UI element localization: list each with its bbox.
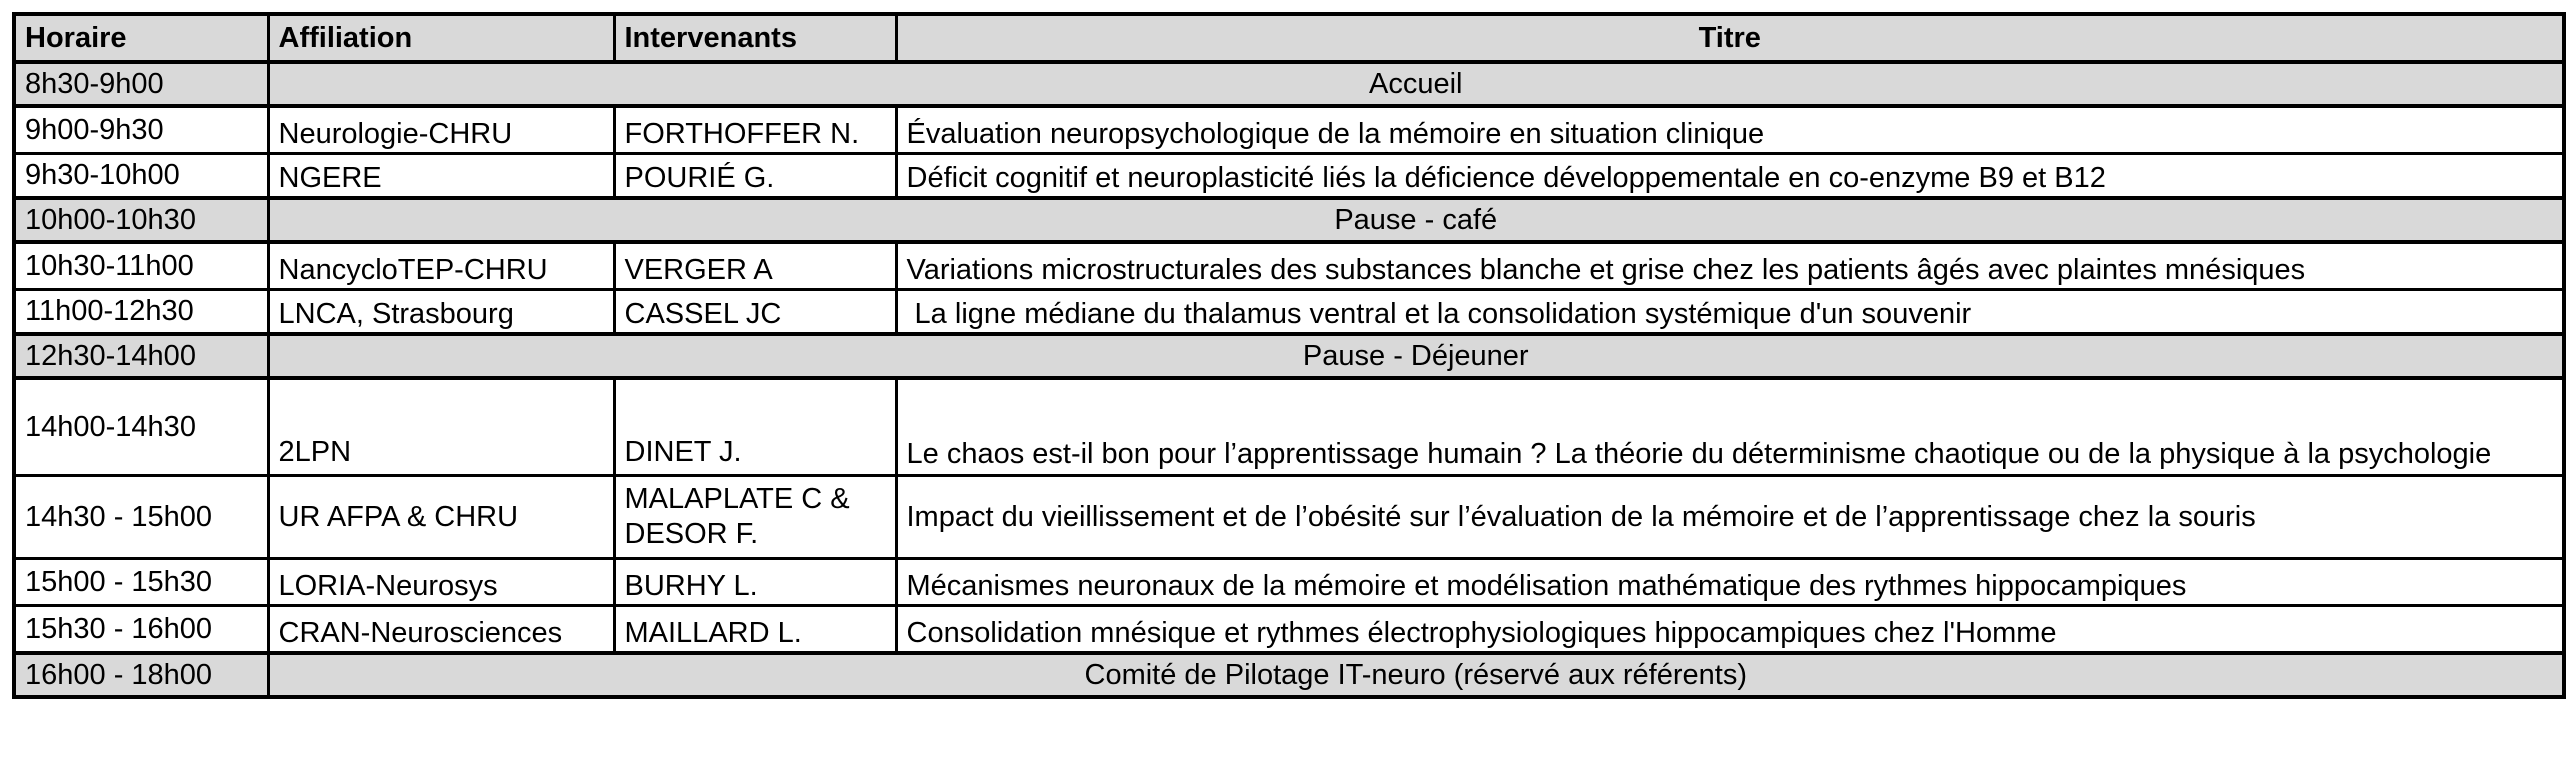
title-cell: Mécanismes neuronaux de la mémoire et modélisation mathématique des rythmes hippocampiques (896, 559, 2564, 606)
time-cell: 11h00-12h30 (14, 290, 268, 335)
speakers-cell: DINET J. (614, 378, 896, 476)
speakers-cell: BURHY L. (614, 559, 896, 606)
break-label: Pause - café (268, 198, 2564, 242)
title-cell: Consolidation mnésique et rythmes électrophysiologiques hippocampiques chez l'Homme (896, 606, 2564, 654)
affiliation-cell: LNCA, Strasbourg (268, 290, 614, 335)
time-cell: 12h30-14h00 (14, 334, 268, 378)
time-cell: 15h30 - 16h00 (14, 606, 268, 654)
time-cell: 9h00-9h30 (14, 106, 268, 154)
time-cell: 14h30 - 15h00 (14, 476, 268, 559)
break-row-lunch (14, 334, 2564, 378)
title-cell: Impact du vieillissement et de l’obésité sur l’évaluation de la mémoire et de l’apprentissage chez la souris (896, 476, 2564, 559)
table-row (14, 106, 2564, 154)
speakers-cell: VERGER A (614, 242, 896, 290)
break-label: Comité de Pilotage IT-neuro (réservé aux référents) (268, 653, 2564, 697)
speakers-cell: MALAPLATE C & DESOR F. (614, 476, 896, 559)
speakers-cell: MAILLARD L. (614, 606, 896, 654)
time-cell: 10h00-10h30 (14, 198, 268, 242)
break-row-steering-committee (14, 653, 2564, 697)
title-cell: Déficit cognitif et neuroplasticité liés la déficience développementale en co-enzyme B9 et B12 (896, 154, 2564, 199)
table-row (14, 606, 2564, 654)
affiliation-cell: NGERE (268, 154, 614, 199)
time-cell: 15h00 - 15h30 (14, 559, 268, 606)
title-cell: Variations microstructurales des substances blanche et grise chez les patients âgés avec plaintes mnésiques (896, 242, 2564, 290)
table-row (14, 242, 2564, 290)
break-row-welcome (14, 62, 2564, 106)
column-header-title: Titre (896, 14, 2564, 62)
affiliation-cell: CRAN-Neurosciences (268, 606, 614, 654)
table-row (14, 378, 2564, 476)
title-cell: Évaluation neuropsychologique de la mémoire en situation clinique (896, 106, 2564, 154)
affiliation-cell: Neurologie-CHRU (268, 106, 614, 154)
speakers-cell: FORTHOFFER N. (614, 106, 896, 154)
time-cell: 8h30-9h00 (14, 62, 268, 106)
table-body (14, 62, 2564, 697)
time-cell: 9h30-10h00 (14, 154, 268, 199)
speakers-cell: CASSEL JC (614, 290, 896, 335)
column-header-time: Horaire (14, 14, 268, 62)
table-row (14, 290, 2564, 335)
affiliation-cell: 2LPN (268, 378, 614, 476)
title-cell: Le chaos est-il bon pour l’apprentissage humain ? La théorie du déterminisme chaotique ou de la physique à la psychologie (896, 378, 2564, 476)
break-row-coffee (14, 198, 2564, 242)
table-row (14, 559, 2564, 606)
column-header-speakers: Intervenants (614, 14, 896, 62)
break-label: Accueil (268, 62, 2564, 106)
time-cell: 14h00-14h30 (14, 378, 268, 476)
time-cell: 10h30-11h00 (14, 242, 268, 290)
table-row (14, 154, 2564, 199)
header-row (14, 14, 2564, 62)
title-cell: La ligne médiane du thalamus ventral et la consolidation systémique d'un souvenir (896, 290, 2564, 335)
time-cell: 16h00 - 18h00 (14, 653, 268, 697)
speakers-cell: POURIÉ G. (614, 154, 896, 199)
break-label: Pause - Déjeuner (268, 334, 2564, 378)
column-header-affiliation: Affiliation (268, 14, 614, 62)
affiliation-cell: UR AFPA & CHRU (268, 476, 614, 559)
affiliation-cell: NancycloTEP-CHRU (268, 242, 614, 290)
program-schedule-table (12, 12, 2566, 699)
affiliation-cell: LORIA-Neurosys (268, 559, 614, 606)
table-header (14, 14, 2564, 62)
table-row (14, 476, 2564, 559)
